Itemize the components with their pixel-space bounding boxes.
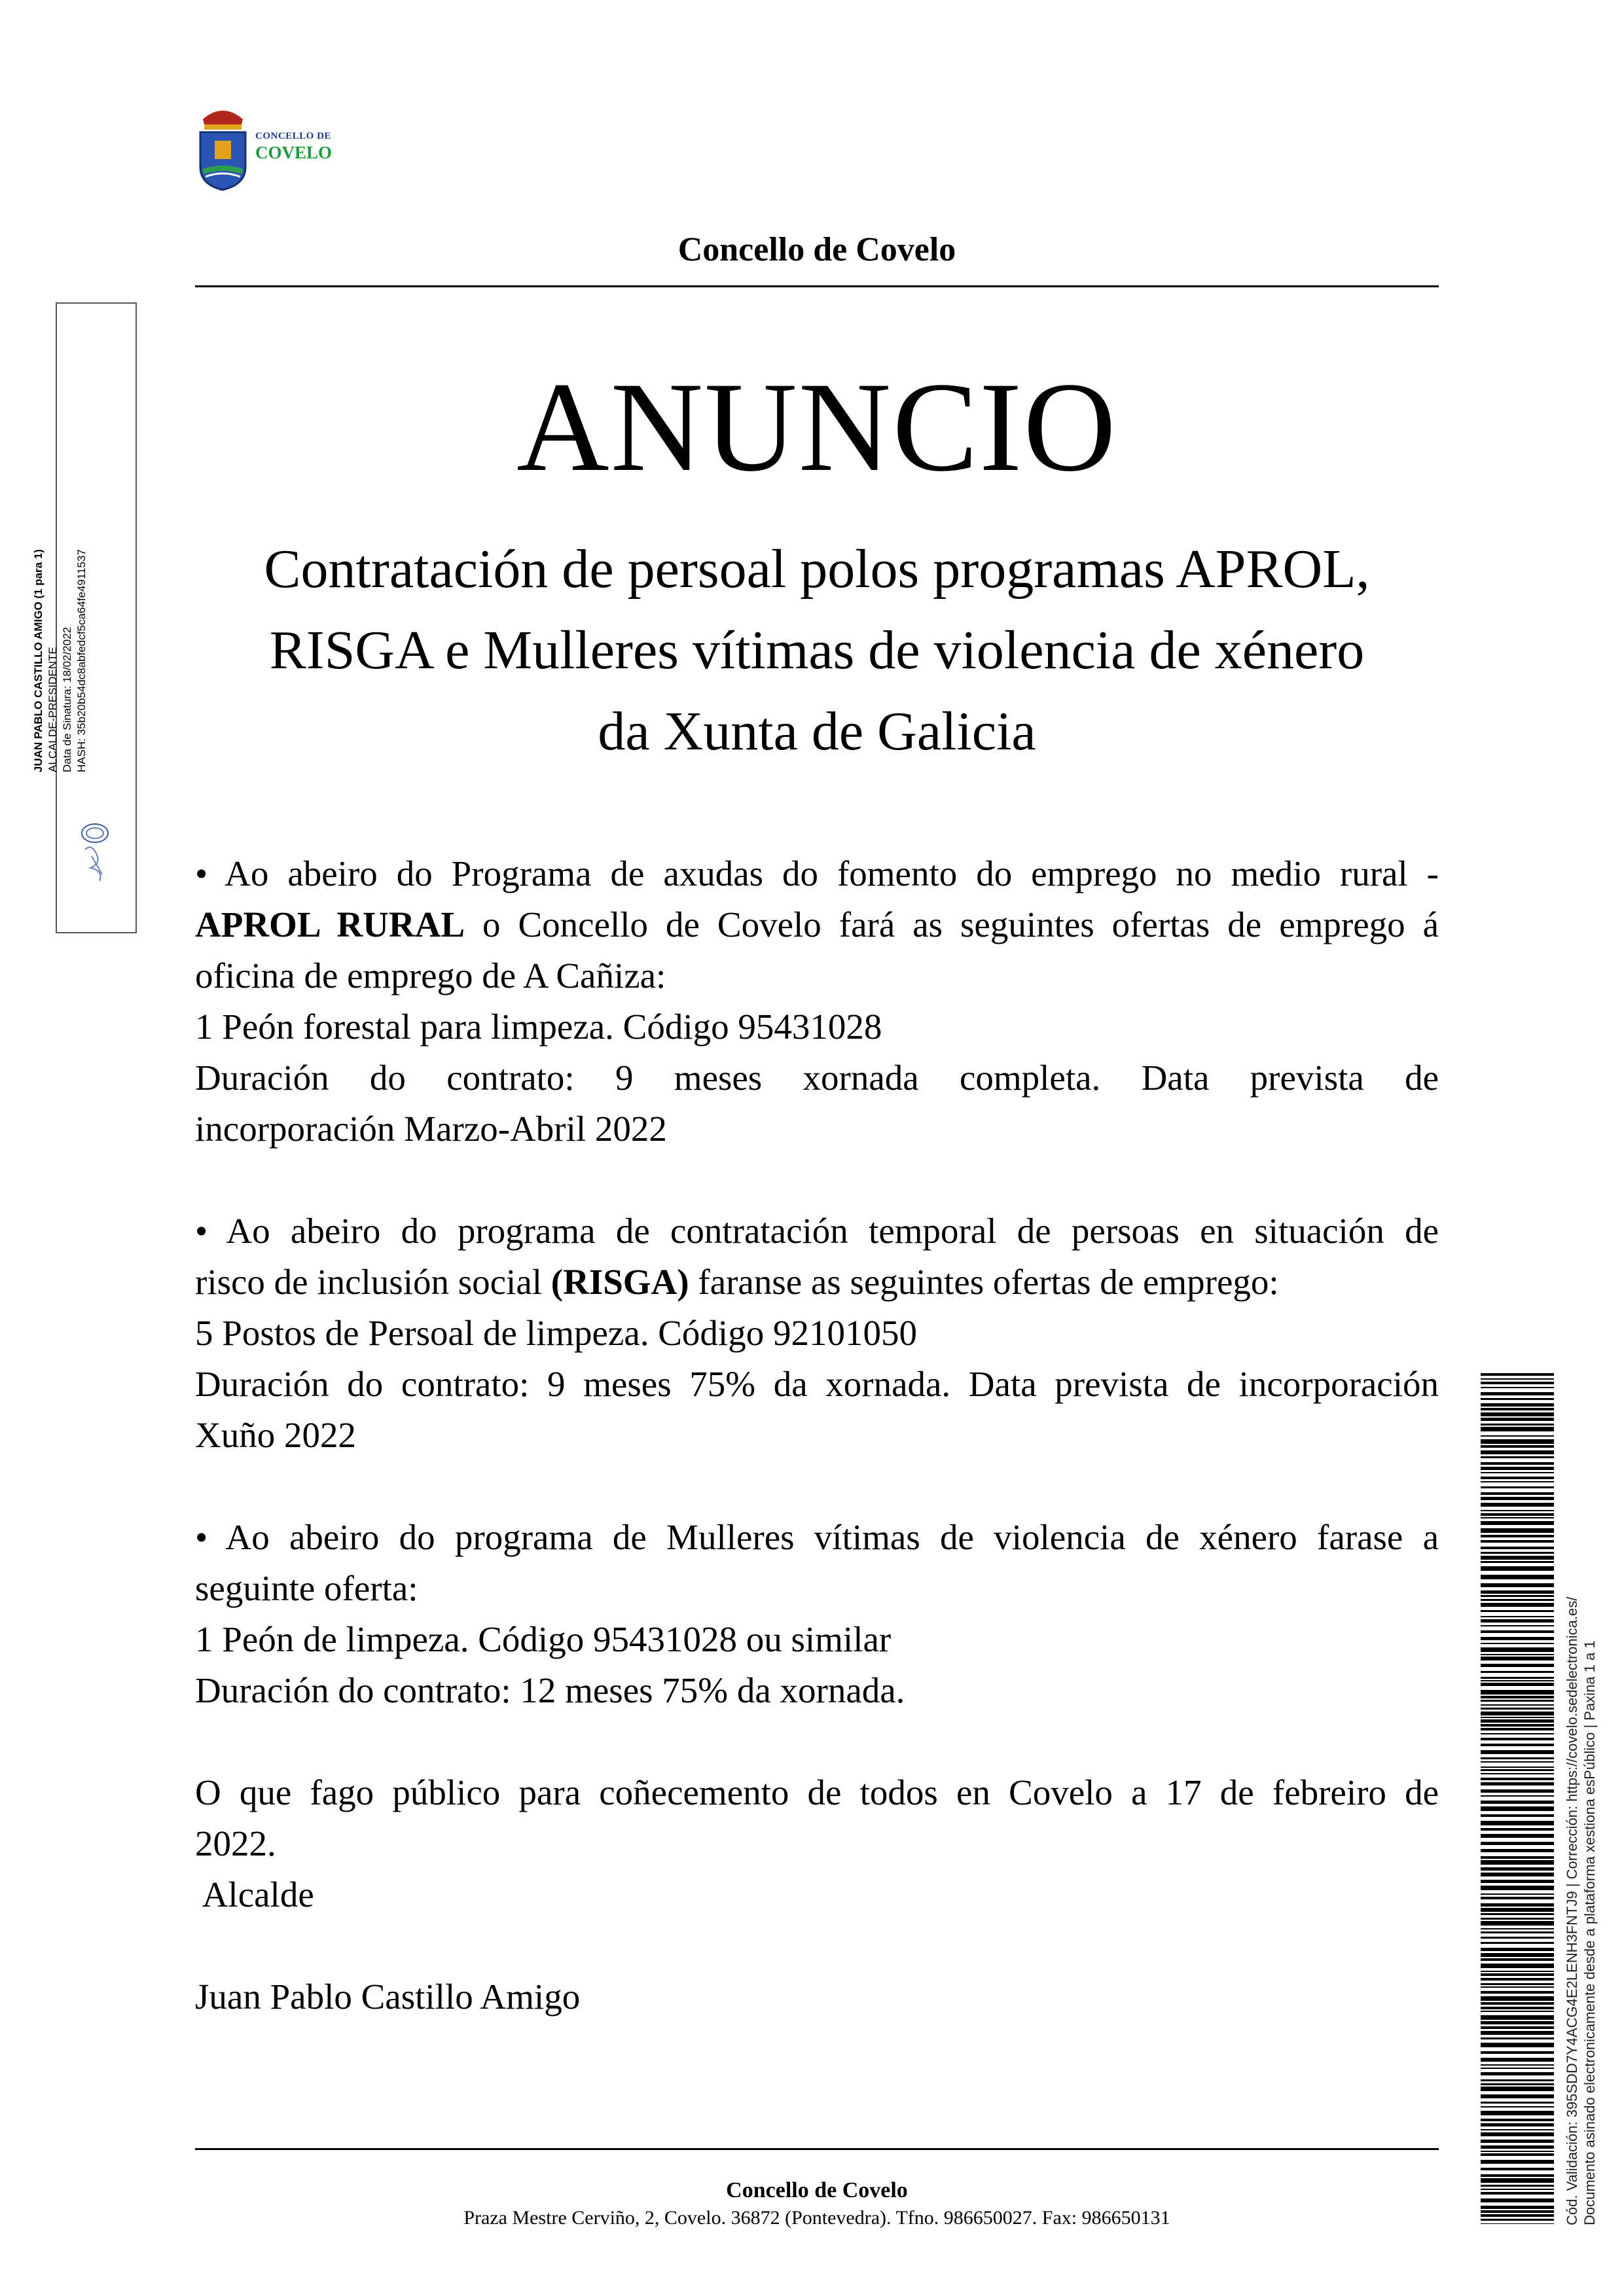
body-line: • Ao abeiro do Programa de axudas do fomento do emprego no medio rural - — [195, 853, 1439, 893]
body-text: faranse as seguintes ofertas de emprego: — [689, 1262, 1279, 1302]
logo-line2: COVELO — [255, 143, 333, 162]
municipal-shield-icon — [195, 105, 251, 193]
body-line — [195, 899, 1439, 950]
subtitle-line: Contratación de persoal polos programas APROL, — [264, 539, 1370, 600]
closing-block — [195, 1767, 1439, 2022]
body-line: Duración do contrato: 9 meses xornada completa. Data prevista de — [195, 1058, 1439, 1098]
signer-stamp-name: JUAN PABLO CASTILLO AMIGO (1 para 1) — [32, 549, 45, 772]
program-name: APROL RURAL — [195, 905, 465, 944]
footer-address: Praza Mestre Cerviño, 2, Covelo. 36872 (Pontevedra). Tfno. 986650027. Fax: 986650131 — [463, 2207, 1170, 2229]
body-line: Duración do contrato: 9 meses 75% da xornada. Data prevista de incorporación — [195, 1364, 1439, 1404]
section-risga — [195, 1206, 1439, 1461]
section-aprol — [195, 848, 1439, 1155]
body-line: oficina de emprego de A Cañiza: — [195, 956, 666, 996]
body-text: o Concello de Covelo fará as seguintes ofertas de emprego á — [465, 905, 1439, 944]
signature-hash: HASH: 35b20b54dc8abfedcf5ca64fe4911537 — [75, 549, 88, 772]
validation-text — [1563, 1374, 1598, 2225]
body-line: 1 Peón forestal para limpeza. Código 95431028 — [195, 1007, 882, 1047]
program-name: (RISGA) — [550, 1262, 689, 1302]
body-line: 1 Peón de limpeza. Código 95431028 ou similar — [195, 1619, 892, 1659]
body-line — [195, 1257, 1439, 1308]
header-title: Concello de Covelo — [677, 231, 956, 268]
signer-role: Alcalde — [195, 1874, 314, 1914]
signer-stamp-role: ALCALDE-PRESIDENTE — [46, 647, 59, 772]
subtitle-line: RISGA e Mulleres vítimas de violencia de xénero — [269, 620, 1365, 681]
section-mulleres — [195, 1512, 1439, 1716]
document-heading: ANUNCIO — [516, 356, 1117, 498]
body-line: Xuño 2022 — [195, 1415, 356, 1455]
municipal-logo — [195, 105, 346, 193]
body-text: risco de inclusión social — [195, 1262, 551, 1302]
document-subtitle — [195, 529, 1439, 772]
validation-barcode — [1481, 1373, 1554, 2224]
body-line: • Ao abeiro do programa de Mulleres vítimas de violencia de xénero farase a — [195, 1517, 1439, 1557]
body-line: 2022. — [195, 1823, 276, 1863]
signature-stamp-text — [31, 471, 89, 772]
body-line: Duración do contrato: 12 meses 75% da xornada. — [195, 1670, 905, 1710]
subtitle-line: da Xunta de Galicia — [598, 701, 1036, 762]
signer-name: Juan Pablo Castillo Amigo — [195, 1977, 581, 2017]
announcement-body — [195, 848, 1439, 2022]
validation-line: Documento asinado electronicamente desde a plataforma xestiona esPúblico | Paxina 1 a 1 — [1581, 1640, 1598, 2225]
signature-seal-icon — [72, 817, 118, 889]
header-divider — [195, 285, 1439, 287]
validation-line: Cód. Validación: 395SDD7Y4ACG4E2LENH3FNTJ9 | Corrección: https://covelo.sedelectronica.es/ — [1564, 1596, 1580, 2225]
logo-line1: CONCELLO DE — [255, 131, 331, 141]
body-line: • Ao abeiro do programa de contratación temporal de persoas en situación de — [195, 1211, 1439, 1251]
body-line: seguinte oferta: — [195, 1568, 418, 1608]
footer-title: Concello de Covelo — [726, 2178, 908, 2202]
body-line: O que fago público para coñecemento de todos en Covelo a 17 de febreiro de — [195, 1772, 1439, 1812]
body-line: incorporación Marzo-Abril 2022 — [195, 1109, 667, 1149]
footer-divider — [195, 2148, 1439, 2150]
body-line: 5 Postos de Persoal de limpeza. Código 92101050 — [195, 1313, 917, 1353]
signature-date: Data de Sinatura: 18/02/2022 — [61, 626, 73, 772]
